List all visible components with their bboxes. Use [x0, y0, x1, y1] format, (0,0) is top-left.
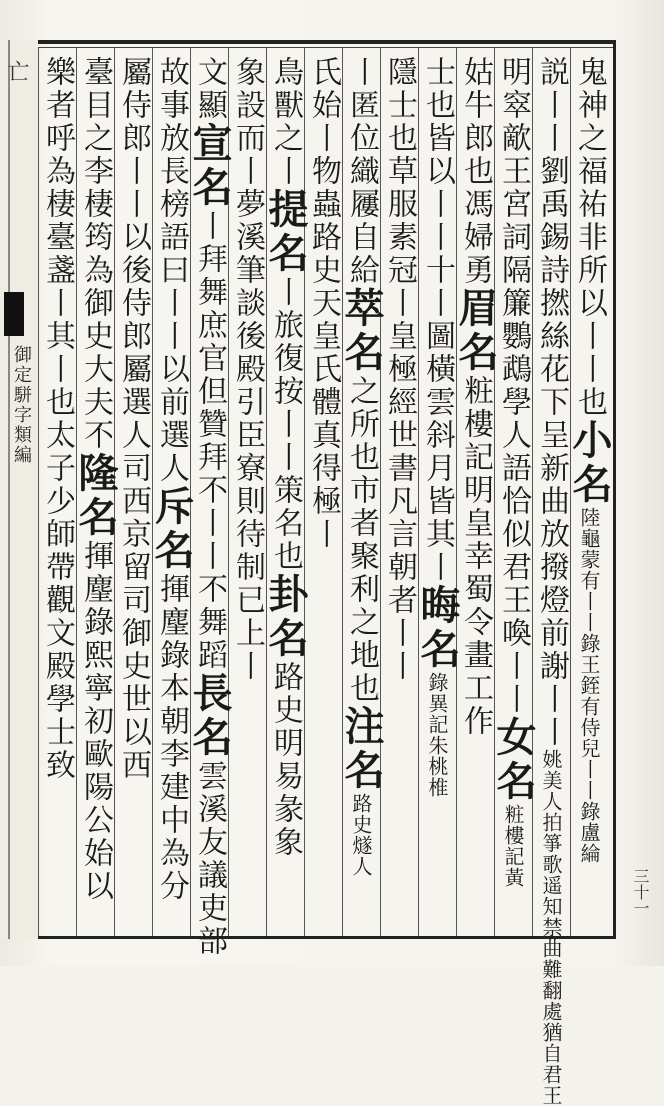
- entry-heading: 宣名: [186, 122, 233, 210]
- spine-title: 御定駢字類編: [11, 345, 32, 465]
- entry-heading: 長名: [186, 672, 233, 760]
- column-rule: [38, 48, 39, 936]
- text-column: [414, 56, 461, 932]
- text-column: [382, 56, 416, 932]
- entry-text: 明窣歒王宮詞隔簾鸚鵡學人語恰似君王喚丨丨: [496, 56, 531, 716]
- column-rule: [304, 48, 305, 936]
- column-rule: [456, 48, 457, 936]
- entry-text: 粧樓記黃: [501, 804, 525, 888]
- entry-heading: 提名: [262, 188, 309, 276]
- entry-text: 説丨丨劉禹錫詩撚絲花下呈新曲放撥燈前謝丨丨: [534, 56, 569, 749]
- entry-text: 文顯: [192, 56, 227, 122]
- text-column: [186, 56, 233, 958]
- entry-text: 丨匿位織屨自給: [344, 56, 379, 287]
- frame-top-border: [38, 40, 616, 44]
- entry-text: 十丨圖橫雲斜月皆其丨: [420, 254, 455, 584]
- column-rule: [380, 48, 381, 936]
- entry-text: 所以丨丨也: [572, 254, 607, 419]
- entry-text: 臺目之李棲筠為御史大夫不: [78, 56, 113, 452]
- entry-heading: 注名: [338, 705, 385, 793]
- entry-text: 丨旅復按丨丨策名也: [268, 276, 303, 573]
- entry-text: 粧樓記明皇幸蜀令畫工作: [458, 375, 493, 738]
- entry-heading: 萃名: [338, 287, 385, 375]
- text-column: [148, 56, 195, 932]
- entry-text: 司西京留司御史世以西: [116, 452, 151, 782]
- entry-text: 路史燧人: [349, 793, 373, 877]
- frame-top-inner-rule: [38, 47, 616, 48]
- entry-heading: 女名: [490, 716, 537, 804]
- spine-upper-text: 亡: [4, 60, 29, 82]
- column-rule: [342, 48, 343, 936]
- text-column: [338, 56, 385, 932]
- entry-text: 皇極經世書凡言朝者丨丨: [382, 320, 417, 683]
- column-rule: [266, 48, 267, 936]
- page-number: 三十一: [631, 868, 650, 916]
- entry-heading: 隆名: [72, 452, 119, 540]
- entry-text: 姚美人拍箏歌遥知禁曲難翻處猶自君王: [539, 749, 563, 1106]
- entry-text: 鬼神之福祐非: [572, 56, 607, 254]
- entry-text: 氏始丨物蟲: [306, 56, 341, 221]
- text-column: [40, 56, 74, 932]
- entry-text: 路史天皇氏體真得極丨: [306, 221, 341, 551]
- entry-heading: 小名: [566, 419, 613, 507]
- text-column: [306, 56, 340, 932]
- text-column: [452, 56, 499, 932]
- entry-text: 路史明易彖象: [268, 661, 303, 859]
- entry-text: 隱士也草服素冠丨: [382, 56, 417, 320]
- entry-heading: 眉名: [452, 287, 499, 375]
- entry-text: 夢溪筆談後殿引臣寮則待制已上丨: [230, 188, 265, 683]
- entry-text: 太子少師帶觀文殿學士致: [40, 419, 75, 782]
- entry-text: 士也皆以丨丨: [420, 56, 455, 254]
- entry-heading: 斥名: [148, 485, 195, 573]
- entry-text: 樂者呼為棲臺盞丨其丨也: [40, 56, 75, 419]
- entry-text: 姑牛郎也馮婦勇: [458, 56, 493, 287]
- text-column: [72, 56, 119, 932]
- text-column: [262, 56, 309, 932]
- text-column: [566, 56, 613, 932]
- entry-text: 鳥獸之丨: [268, 56, 303, 188]
- column-rule: [418, 48, 419, 936]
- text-column: [116, 56, 150, 932]
- entry-text: 陸龜蒙有丨丨錄王銍有侍兒丨丨錄盧綸: [577, 507, 601, 864]
- spine-fishtail-mark: [4, 292, 24, 336]
- entry-text: 故事放長榜語曰丨丨以前選人: [154, 56, 189, 485]
- text-column: [534, 56, 569, 1106]
- frame-bottom-border: [38, 936, 616, 939]
- entry-text: 揮麈錄熙寧初歐陽公始以: [78, 540, 113, 903]
- entry-text: 象設而丨: [230, 56, 265, 188]
- entry-text: 揮麈錄本朝李建中為分: [154, 573, 189, 903]
- entry-text: 屬侍郎丨丨以後侍郎屬選人: [116, 56, 151, 452]
- entry-heading: 晦名: [414, 584, 461, 672]
- frame-right-border: [613, 40, 616, 939]
- entry-text: 錄異記朱桃椎: [425, 672, 449, 798]
- entry-text: 雲溪友議吏部: [192, 760, 227, 958]
- text-column: [490, 56, 537, 932]
- text-column: [230, 56, 264, 932]
- entry-text: 丨拜舞庶官但贊拜不丨丨不舞蹈: [192, 210, 227, 672]
- entry-text: 之所也市者聚利之地也: [344, 375, 379, 705]
- entry-heading: 卦名: [262, 573, 309, 661]
